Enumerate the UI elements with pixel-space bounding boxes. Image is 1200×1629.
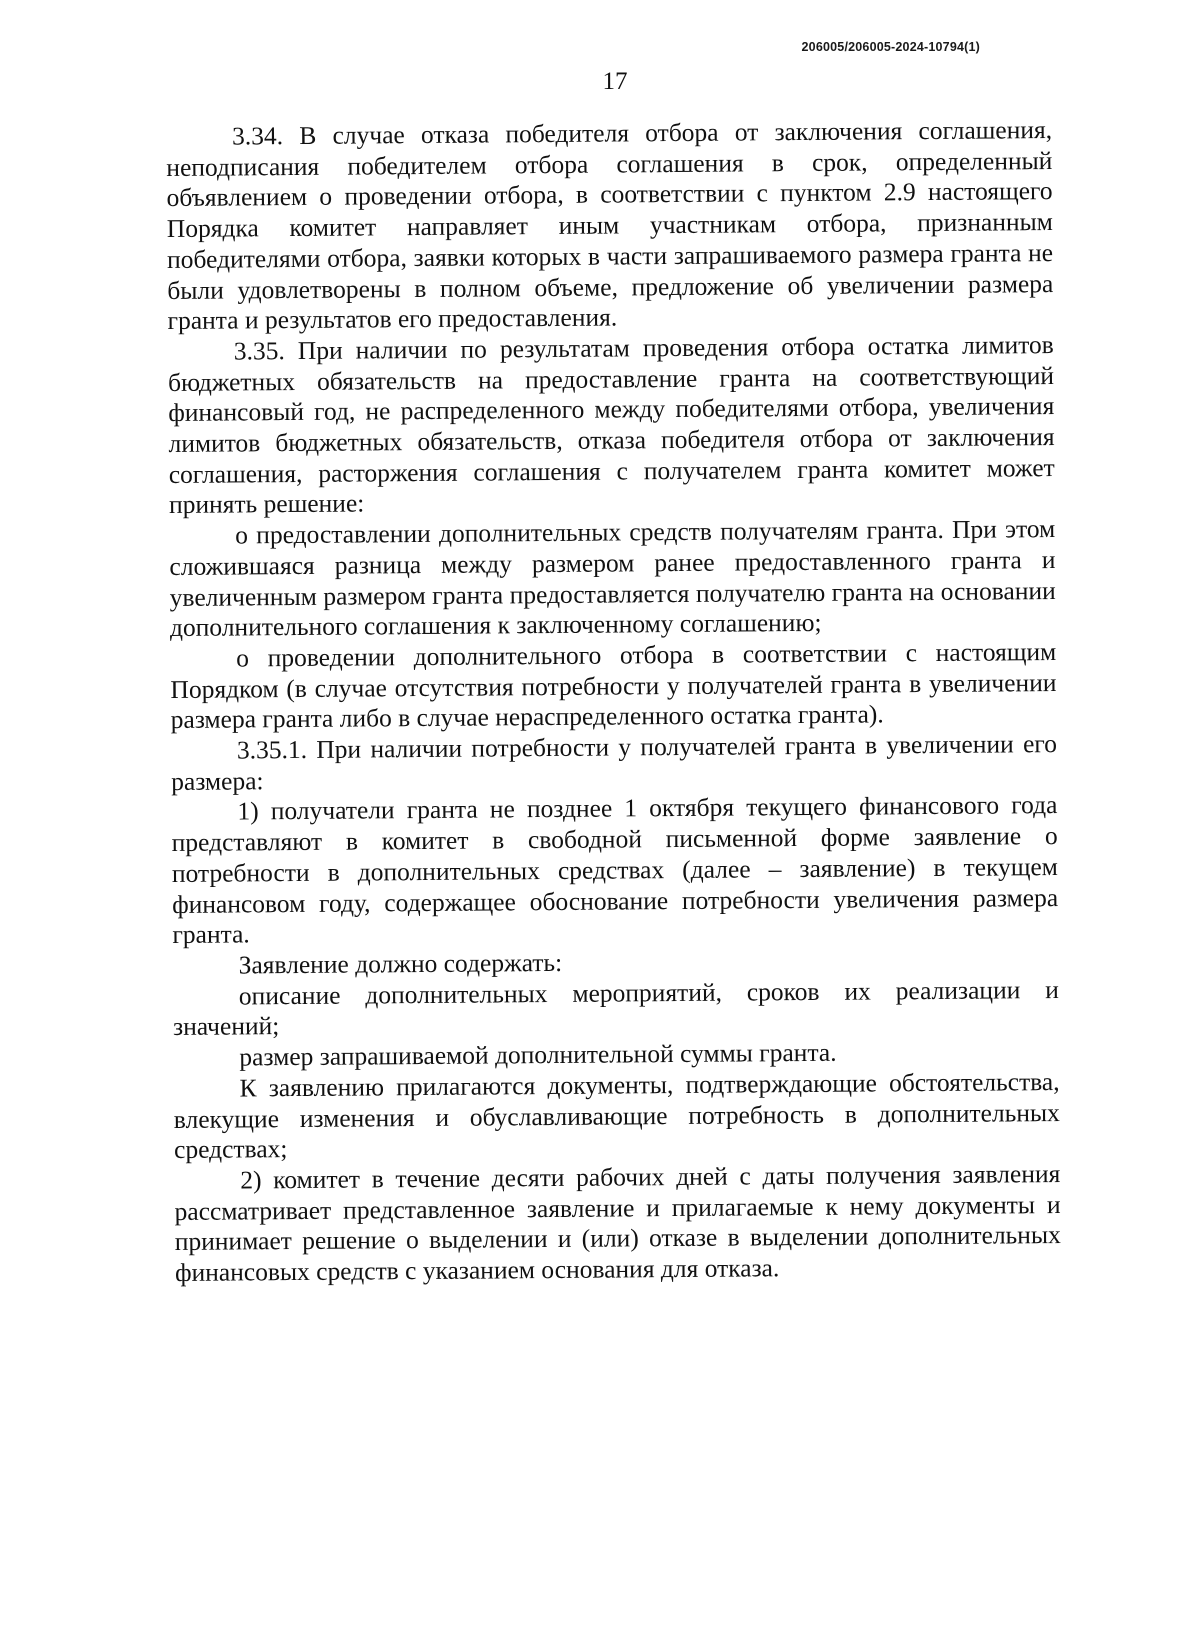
paragraph-3-35: 3.35. При наличии по результатам проведения отбора остатка лимитов бюджетных обязательств на предоставление гранта на соответствующий финансовый год, не распределенного между победителями отбора, увеличения лимитов бюджетных обязательств, отказа победителя отбора от заключения соглашения, расторжения соглашения с получателем гранта комитет может принять решение: — [167, 329, 1055, 520]
page-number: 17 — [602, 68, 628, 95]
paragraph-description: описание дополнительных мероприятий, сроков их реализации и значений; — [172, 974, 1059, 1042]
paragraph-amount: размер запрашиваемой дополнительной суммы гранта. — [239, 1037, 837, 1072]
document-id: 206005/206005-2024-10794(1) — [801, 40, 980, 54]
paragraph-attachments: К заявлению прилагаются документы, подтверждающие обстоятельства, влекущие изменения и обуславливающие потребность в дополнительных средствах; — [173, 1066, 1060, 1165]
paragraph-additional-selection: о проведении дополнительного отбора в соответствии с настоящим Порядком (в случае отсутствия потребности у получателей гранта в увеличении размера гранта либо в случае нераспределенного остатка гранта). — [170, 636, 1057, 735]
paragraph-application-contents: Заявление должно содержать: — [238, 947, 563, 980]
paragraph-item-2: 2) комитет в течение десяти рабочих дней с даты получения заявления рассматривает представленное заявление и прилагаемые к нему документы и принимает решение о выделении и (или) отказе в выделении дополнительных финансовых средств с указанием основания для отказа. — [174, 1158, 1061, 1287]
paragraph-additional-funds: о предоставлении дополнительных средств получателям гранта. При этом сложившаяся разница между размером ранее предоставленного гранта и увеличенным размером гранта предоставляется получателю гранта на основании дополнительного соглашения к заключенному соглашению; — [169, 514, 1056, 643]
paragraph-item-1: 1) получатели гранта не позднее 1 октября текущего финансового года представляют в комитет в свободной письменной форме заявление о потребности в дополнительных средствах (далее – заявление) в текущем финансовом году, содержащее обоснование потребности увеличения размера гранта. — [171, 790, 1059, 950]
paragraph-3-34: 3.34. В случае отказа победителя отбора от заключения соглашения, неподписания победителем отбора соглашения в срок, определенный объявлением о проведении отбора, в соответствии с пунктом 2.9 настоящего Порядка комитет направляет иным участникам отбора, признанным победителями отбора, заявки которых в части запрашиваемого размера гранта не были удовлетворены в полном объеме, предложение об увеличении размера гранта и результатов его предоставления. — [166, 115, 1054, 336]
paragraph-3-35-1: 3.35.1. При наличии потребности у получателей гранта в увеличении его размера: — [171, 729, 1058, 796]
document-body — [166, 115, 1061, 1289]
